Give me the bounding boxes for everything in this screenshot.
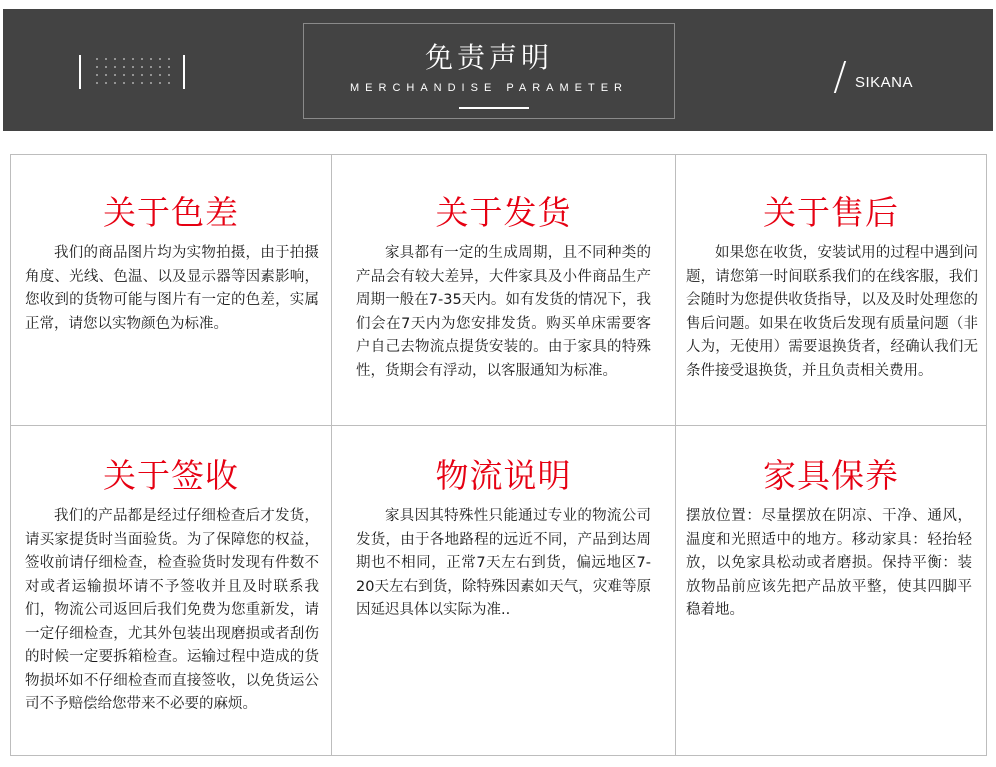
section-title: 家具保养	[763, 456, 899, 495]
section-text: 家具都有一定的生成周期，且不同种类的产品会有较大差异，大件家具及小件商品生产周期一般在7-35天内。如有发货的情况下，我们会在7天内为您安排发货。购买单床需要客户自己去物流点提货安装的。由于家具的特殊性，货期会有浮动，以客服通知为标准。	[356, 245, 651, 379]
decorative-dot-pattern-icon	[77, 53, 187, 93]
section-text: 如果您在收货，安装试用的过程中遇到问题，请您第一时间联系我们的在线客服，我们会随时为您提供收货指导，以及及时处理您的售后问题。如果在收货后发现有质量问题（非人为，无使用）需要退换货者，经确认我们无条件接受退换货，并且负责相关费用。	[686, 245, 978, 379]
title-underline	[459, 107, 529, 109]
page-title: 免责声明	[424, 41, 553, 74]
info-grid	[10, 154, 987, 756]
section-furniture-care	[676, 426, 986, 755]
section-title: 关于发货	[435, 193, 572, 232]
section-color-difference	[11, 155, 331, 425]
section-after-sales	[676, 155, 986, 425]
section-shipping	[332, 155, 675, 425]
section-title: 关于签收	[103, 456, 239, 495]
section-text: 摆放位置：尽量摆放在阴凉、干净、通风，温度和光照适中的地方。移动家具：轻抬轻放，以免家具松动或者磨损。保持平衡：装放物品前应该先把产品放平整，使其四脚平稳着地。	[686, 508, 972, 618]
section-text: 我们的商品图片均为实物拍摄，由于拍摄角度、光线、色温、以及显示器等因素影响，您收到的货物可能与图片有一定的色差，实属正常，请您以实物颜色为标准。	[25, 245, 319, 332]
page-subtitle: MERCHANDISE PARAMETER	[350, 82, 628, 94]
section-receipt	[11, 426, 331, 755]
section-logistics	[332, 426, 675, 755]
section-title: 物流说明	[435, 456, 572, 495]
title-frame	[303, 23, 675, 119]
slash-icon	[834, 61, 846, 93]
section-title: 关于色差	[103, 193, 239, 232]
section-text: 家具因其特殊性只能通过专业的物流公司发货，由于各地路程的远近不同，产品到达周期也不相同，正常7天左右到货，偏远地区7-20天左右到货，除特殊因素如天气，灾难等原因延迟具体以实际为准..	[356, 508, 651, 618]
brand-name: SIKANA	[855, 74, 914, 91]
header-banner	[3, 9, 993, 131]
section-title: 关于售后	[763, 193, 899, 232]
section-text: 我们的产品都是经过仔细检查后才发货，请买家提货时当面验货。为了保障您的权益，签收前请仔细检查，检查验货时发现有件数不对或者运输损坏请不予签收并且及时联系我们，物流公司返回后我们免费为您重新发，请一定仔细检查，尤其外包装出现磨损或者刮伤的时候一定要拆箱检查。运输过程中造成的货物损坏如不仔细检查而直接签收，以免货运公司不予赔偿给您带来不必要的麻烦。	[25, 508, 319, 712]
